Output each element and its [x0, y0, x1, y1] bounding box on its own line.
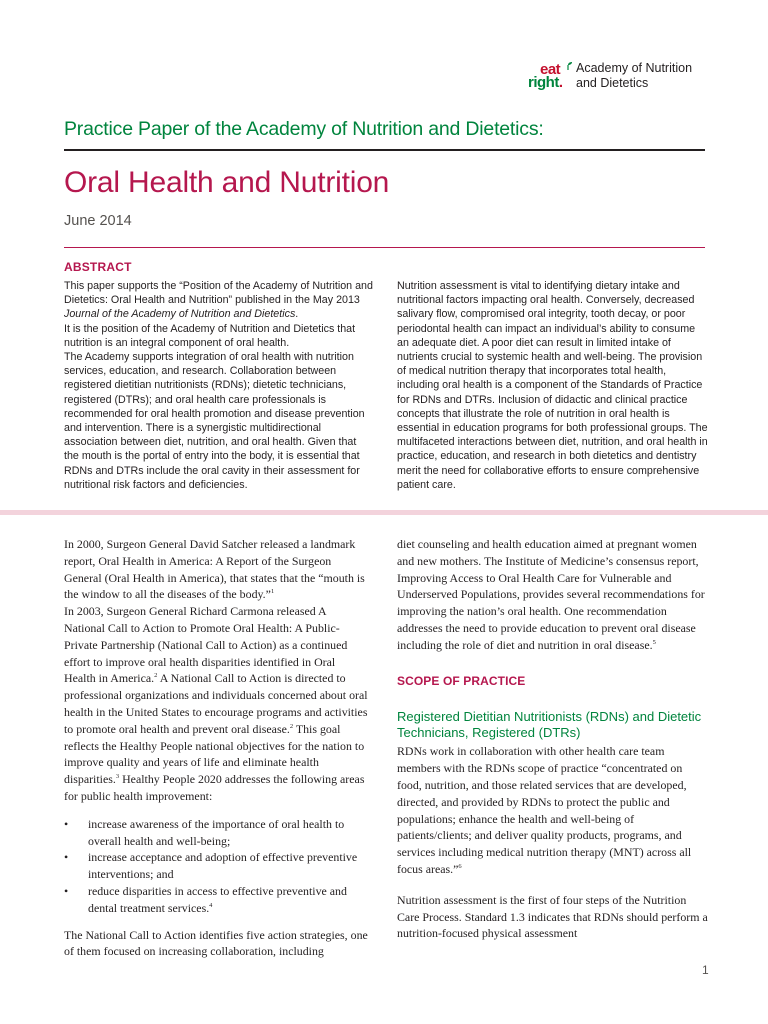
page-number: 1 — [702, 963, 709, 977]
abstract-right-column — [397, 279, 709, 492]
publication-date: June 2014 — [64, 213, 132, 229]
reference-mark: 6 — [458, 862, 462, 870]
bullet-list — [64, 816, 369, 917]
body-paragraph: The National Call to Action identifies five action strategies, one of them focused on increasing collaboration, including — [64, 927, 368, 959]
reference-mark: 2 — [289, 722, 294, 730]
logo-eat-text: eat — [540, 61, 561, 78]
reference-mark: 2 — [154, 672, 158, 680]
academy-logo — [526, 60, 716, 96]
body-paragraph: RDNs work in collaboration with other health care team members with the RDNs scope of practice “concentrated on food, nutrition, and those related services that are developed, directed, and provided by RDNs to protect the public and populations; enhance the health and well-being of patients/clients; and deliver quality products, programs, and services including medical nutrition therapy (MNT) across all focus areas.”$^6$ — [397, 744, 692, 876]
eatright-logo-mark — [526, 60, 576, 96]
logo-right-text: right. — [528, 74, 563, 91]
abstract-paragraph: The Academy supports integration of oral health with nutrition services, education, and research. Collaboration between registered dietitian nutritionists (RDNs); dietetic technicians, registered (DTRs); and oral health care professionals is recommended for oral health promotion and disease prevention and intervention. There is a synergistic multidirectional association between diet, nutrition, and oral health. Given that the mouth is the portal of entry into the body, it is essential that RDNs and DTRs include the oral cavity in their assessment for nutritional risk factors and deficiencies. — [64, 351, 365, 491]
reference-mark: 4 — [209, 901, 213, 909]
header-rule — [64, 149, 705, 151]
body-right-column — [397, 536, 709, 942]
logo-org-line2: and Dietetics — [576, 76, 649, 90]
reference-mark: 3 — [115, 773, 120, 781]
body-left-column — [64, 536, 369, 960]
abstract-paragraph: This paper supports the “Position of the Academy of Nutrition and Dietetics: Oral Health and Nutrition” published in the May 2013 Journal of the Academy of Nutrition and Dietetics. — [64, 280, 373, 321]
abstract-left-column — [64, 279, 374, 492]
abstract-paragraph: It is the position of the Academy of Nutrition and Dietetics that nutrition is an integral component of oral health. — [64, 322, 356, 349]
section-heading-scope: SCOPE OF PRACTICE — [397, 673, 526, 688]
abstract-paragraph: Nutrition assessment is vital to identifying dietary intake and nutritional factors impacting oral health. Conversely, decreased salivary flow, compromised oral integrity, tooth decay, or poor periodontal health can impact an individual’s ability to consume an adequate diet. A poor diet can result in limited intake of nutrients crucial to systemic health and well-being. The provision of medical nutrition therapy that incorporates total health, including oral health is a component of the Standards of Practice for RDNs and DTRs. Inclusion of didactic and clinical practice concepts that illustrate the role of nutrition in oral health is essential in education programs for both professional groups. The multifaceted interactions between diet, nutrition, and oral health in practice, education, and research in both dietetics and dentistry merit the need for collaborative efforts to ensure comprehensive patient care. — [397, 280, 708, 491]
section-divider-band — [0, 510, 768, 515]
subsection-heading: Registered Dietitian Nutritionists (RDNs) and Dietetic Technicians, Registered (DTRs) — [397, 709, 702, 741]
logo-org-name — [576, 61, 692, 91]
body-paragraph: In 2000, Surgeon General David Satcher released a landmark report, Oral Health in America: A Report of the Surgeon General (Oral Health in America), that states that the “mouth is the window to all the diseases of the body.”$^1$ — [64, 537, 365, 602]
body-paragraph: Nutrition assessment is the first of four steps of the Nutrition Care Process. Standard 1.3 indicates that RDNs should perform a nutrition-focused physical assessment — [397, 892, 708, 941]
reference-mark: 1 — [270, 588, 275, 596]
list-item: • reduce disparities in access to effective preventive and dental treatment services.$^4$ — [64, 883, 369, 917]
logo-org-line1: Academy of Nutrition — [576, 61, 693, 75]
reference-mark: 5 — [652, 638, 656, 646]
page-title: Oral Health and Nutrition — [64, 166, 390, 199]
body-paragraph: diet counseling and health education aimed at pregnant women and new mothers. The Institute of Medicine’s consensus report, Improving Access to Oral Health Care for Vulnerable and Underserved Populations, provides several recommendations for improving the nation’s oral health. One recommendation addresses the need to provide education to prevent oral disease including the role of diet and nutrition in oral disease.$^5$ — [397, 537, 705, 652]
list-item: • increase awareness of the importance of oral health to overall health and well-being; — [64, 816, 369, 850]
sprout-icon — [564, 62, 572, 70]
abstract-heading: ABSTRACT — [64, 260, 132, 274]
series-title: Practice Paper of the Academy of Nutrition and Dietetics: — [64, 118, 544, 140]
abstract-rule — [64, 247, 705, 248]
body-paragraph: In 2003, Surgeon General Richard Carmona released A National Call to Action to Promote Oral Health: A Public-Private Partnership (National Call to Action) as a continued effort to improve oral health disparities identified in Oral Health in America.$^2$ A National Call to Action is directed to professional organizations and individuals concerned about oral health in the United States to encourage programs and activities to promote oral health and prevent oral disease.$^2$ This goal reflects the Healthy People national objectives for the nation to improve quality and years of life and eliminate health disparities.$^3$ Healthy People 2020 addresses the following areas for public health improvement: — [64, 604, 368, 803]
list-item: • increase acceptance and adoption of effective preventive interventions; and — [64, 849, 369, 883]
journal-title: Journal of the Academy of Nutrition and Dietetics — [64, 308, 296, 321]
